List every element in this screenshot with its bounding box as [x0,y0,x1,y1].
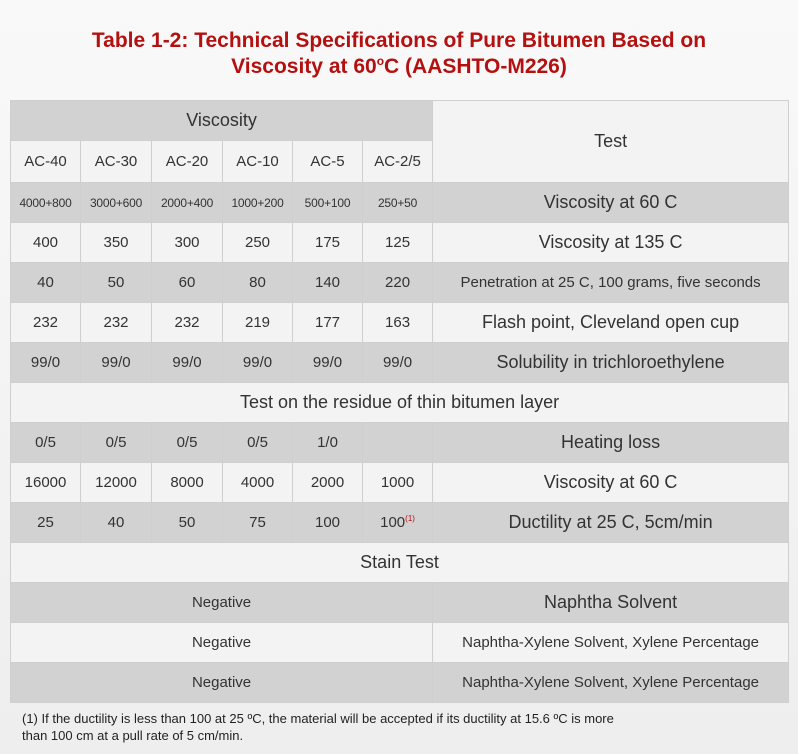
table-cell: 25 [11,503,81,543]
table-cell: 4000 [223,463,293,503]
grade-header: AC-40 [11,141,81,183]
stain-result: Negative [11,663,433,703]
table-title [0,28,798,80]
test-name-cell: Heating loss [433,423,789,463]
table-cell [363,423,433,463]
table-cell: 40 [81,503,152,543]
table-cell: 80 [223,263,293,303]
table-cell: 500+100 [293,183,363,223]
table-cell: 250+50 [363,183,433,223]
table-cell: 99/0 [81,343,152,383]
degree-sup: o [376,54,385,68]
table-row [11,303,789,343]
table-cell: 0/5 [81,423,152,463]
table-cell: 1/0 [293,423,363,463]
table-cell: 232 [81,303,152,343]
test-name-cell: Viscosity at 60 C [433,183,789,223]
table-row [11,583,789,623]
table-cell: 4000+800 [11,183,81,223]
table-cell: 1000+200 [223,183,293,223]
grade-header: AC-10 [223,141,293,183]
table-cell: 0/5 [152,423,223,463]
table-cell: 12000 [81,463,152,503]
table-cell: 250 [223,223,293,263]
stain-result: Negative [11,583,433,623]
table-cell: 8000 [152,463,223,503]
viscosity-header: Viscosity [11,101,433,141]
table-cell: 99/0 [293,343,363,383]
table-cell: 2000+400 [152,183,223,223]
table-row [11,223,789,263]
table-cell: 99/0 [223,343,293,383]
table-row [11,463,789,503]
table-cell: 3000+600 [81,183,152,223]
table-cell: 125 [363,223,433,263]
grade-header: AC-5 [293,141,363,183]
footnote-line-1: (1) If the ductility is less than 100 at 25 ºC, the material will be accepted if its ductility at 15.6 ºC is more [22,711,614,726]
test-name-cell: Naphtha Solvent [433,583,789,623]
table-cell: 1000 [363,463,433,503]
table-cell: 99/0 [363,343,433,383]
grade-header: AC-2/5 [363,141,433,183]
test-name-cell: Naphtha-Xylene Solvent, Xylene Percentage [433,623,789,663]
table-cell: 232 [152,303,223,343]
residue-section-title: Test on the residue of thin bitumen layer [11,383,789,423]
test-name-cell: Naphtha-Xylene Solvent, Xylene Percentage [433,663,789,703]
test-name-cell: Viscosity at 60 C [433,463,789,503]
table-cell: 50 [152,503,223,543]
table-cell: 100 [293,503,363,543]
table-cell: 99/0 [152,343,223,383]
test-name-cell: Solubility in trichloroethylene [433,343,789,383]
grade-header: AC-30 [81,141,152,183]
table-cell: 177 [293,303,363,343]
table-row [11,663,789,703]
table-cell: 163 [363,303,433,343]
table-cell: 40 [11,263,81,303]
table-row [11,623,789,663]
table-cell-footnoted [363,503,433,543]
test-name-cell: Flash point, Cleveland open cup [433,303,789,343]
section-row [11,543,789,583]
table-row [11,343,789,383]
table-cell: 220 [363,263,433,303]
stain-section-title: Stain Test [11,543,789,583]
table-row [11,263,789,303]
table-cell: 219 [223,303,293,343]
table-row [11,423,789,463]
table-row [11,503,789,543]
section-row [11,383,789,423]
table-cell-value: 100 [380,514,406,531]
test-name-cell: Ductility at 25 C, 5cm/min [433,503,789,543]
table-cell: 60 [152,263,223,303]
stain-result: Negative [11,623,433,663]
table-cell: 400 [11,223,81,263]
title-line-2-suffix: C (AASHTO-M226) [384,55,567,78]
table-cell: 50 [81,263,152,303]
footnote-line-2: than 100 cm at a pull rate of 5 cm/min. [22,728,244,743]
table-cell: 2000 [293,463,363,503]
footnote [22,710,782,744]
spec-table [10,100,789,703]
test-header: Test [433,101,789,183]
table-cell: 0/5 [223,423,293,463]
header-row-1 [11,101,789,141]
test-name-cell: Penetration at 25 C, 100 grams, five seconds [433,263,789,303]
table-cell: 175 [293,223,363,263]
table-cell: 0/5 [11,423,81,463]
table-cell: 232 [11,303,81,343]
table-cell: 16000 [11,463,81,503]
footnote-marker: (1) [405,514,415,523]
grade-header: AC-20 [152,141,223,183]
title-line-2-text: Viscosity at 60 [231,55,377,78]
table-row [11,183,789,223]
table-cell: 140 [293,263,363,303]
title-line-2 [0,54,798,80]
test-name-cell: Viscosity at 135 C [433,223,789,263]
table-cell: 99/0 [11,343,81,383]
title-line-1: Table 1-2: Technical Specifications of Pure Bitumen Based on [91,29,707,52]
table-cell: 75 [223,503,293,543]
table-cell: 300 [152,223,223,263]
table-cell: 350 [81,223,152,263]
